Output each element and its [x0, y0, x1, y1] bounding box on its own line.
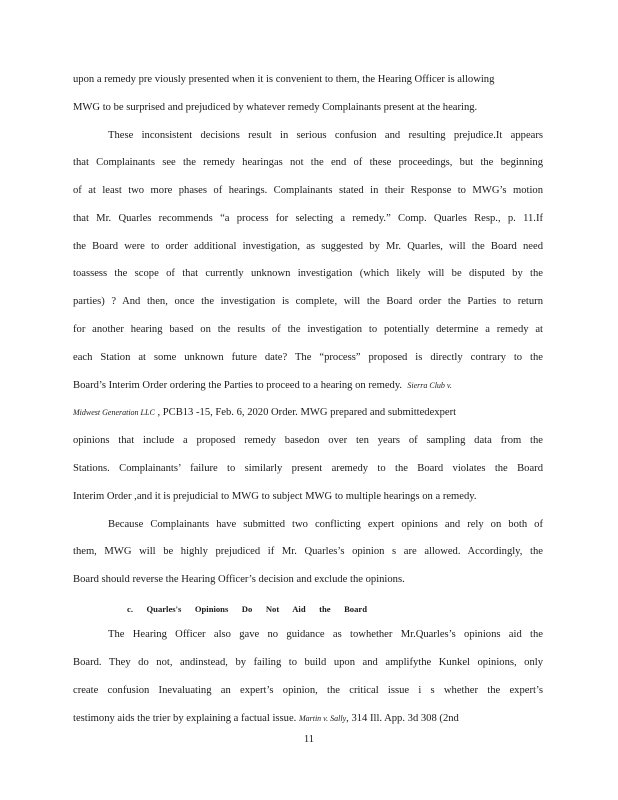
- body-text-line: of at least two more phases of hearings. Complainants stated in their Response to MWG’s motion: [73, 185, 543, 196]
- body-text-segment: Board’s Interim Order ordering the Parties to proceed to a hearing on remedy.: [73, 380, 403, 391]
- body-text-line: MWG to be surprised and prejudiced by whatever remedy Complainants present at the hearing.: [73, 102, 478, 113]
- case-citation: Martin v. Sally: [298, 714, 347, 723]
- body-text-segment: , 314 Ill. App. 3d 308 (2nd: [346, 713, 459, 724]
- page-number: 11: [303, 734, 315, 745]
- body-text-line: Stations. Complainants’ failure to similarly present aremedy to the Board violates the Board: [73, 463, 543, 474]
- body-text-line: that Complainants see the remedy hearingas not the end of these proceedings, but the beginning: [73, 157, 543, 168]
- body-text-line: parties) ? And then, once the investigation is complete, will the Board order the Parties to return: [73, 296, 543, 307]
- body-text-line: These inconsistent decisions result in serious confusion and resulting prejudice.It appears: [108, 130, 543, 141]
- body-text-line: the Board were to order additional investigation, as suggested by Mr. Quarles, will the Board need: [73, 241, 543, 252]
- body-text-line: create confusion Inevaluating an expert’s opinion, the critical issue i s whether the expert’s: [73, 685, 543, 696]
- body-text-line: them, MWG will be highly prejudiced if Mr. Quarles’s opinion s are allowed. Accordingly, the: [73, 546, 543, 557]
- case-citation: Midwest Generation LLC: [73, 408, 155, 417]
- body-text-line: for another hearing based on the results of the investigation to potentially determine a remedy at: [73, 324, 543, 335]
- body-text-line: Because Complainants have submitted two conflicting expert opinions and rely on both of: [108, 519, 543, 530]
- body-text-line: upon a remedy pre viously presented when it is convenient to them, the Hearing Officer is allowing: [73, 74, 495, 85]
- body-text-line: The Hearing Officer also gave no guidance as towhether Mr.Quarles’s opinions aid the: [108, 629, 543, 640]
- body-text-line: each Station at some unknown future date? The “process” proposed is directly contrary to the: [73, 352, 543, 363]
- body-text-line-with-citation: [73, 713, 543, 725]
- body-text-segment: , PCB13 -15, Feb. 6, 2020 Order. MWG prepared and submittedexpert: [157, 407, 457, 418]
- body-text-line: opinions that include a proposed remedy basedon over ten years of sampling data from the: [73, 435, 543, 446]
- case-citation: Sierra Club v.: [407, 381, 452, 390]
- body-text-segment: testimony aids the trier by explaining a factual issue.: [73, 713, 297, 724]
- section-heading: c. Quarles's Opinions Do Not Aid the Board: [127, 604, 367, 614]
- body-text-line: that Mr. Quarles recommends “a process for selecting a remedy.” Comp. Quarles Resp., p. 11.If: [73, 213, 543, 224]
- body-text-line-with-citation: [73, 380, 543, 392]
- body-text-line-with-citation: [73, 407, 543, 419]
- body-text-line: Board. They do not, andinstead, by failing to build upon and amplifythe Kunkel opinions, only: [73, 657, 543, 668]
- body-text-line: toassess the scope of that currently unknown investigation (which likely will be disputed by the: [73, 268, 543, 279]
- body-text-line: Board should reverse the Hearing Officer’s decision and exclude the opinions.: [73, 574, 405, 585]
- body-text-line: Interim Order ,and it is prejudicial to MWG to subject MWG to multiple hearings on a remedy.: [73, 491, 477, 502]
